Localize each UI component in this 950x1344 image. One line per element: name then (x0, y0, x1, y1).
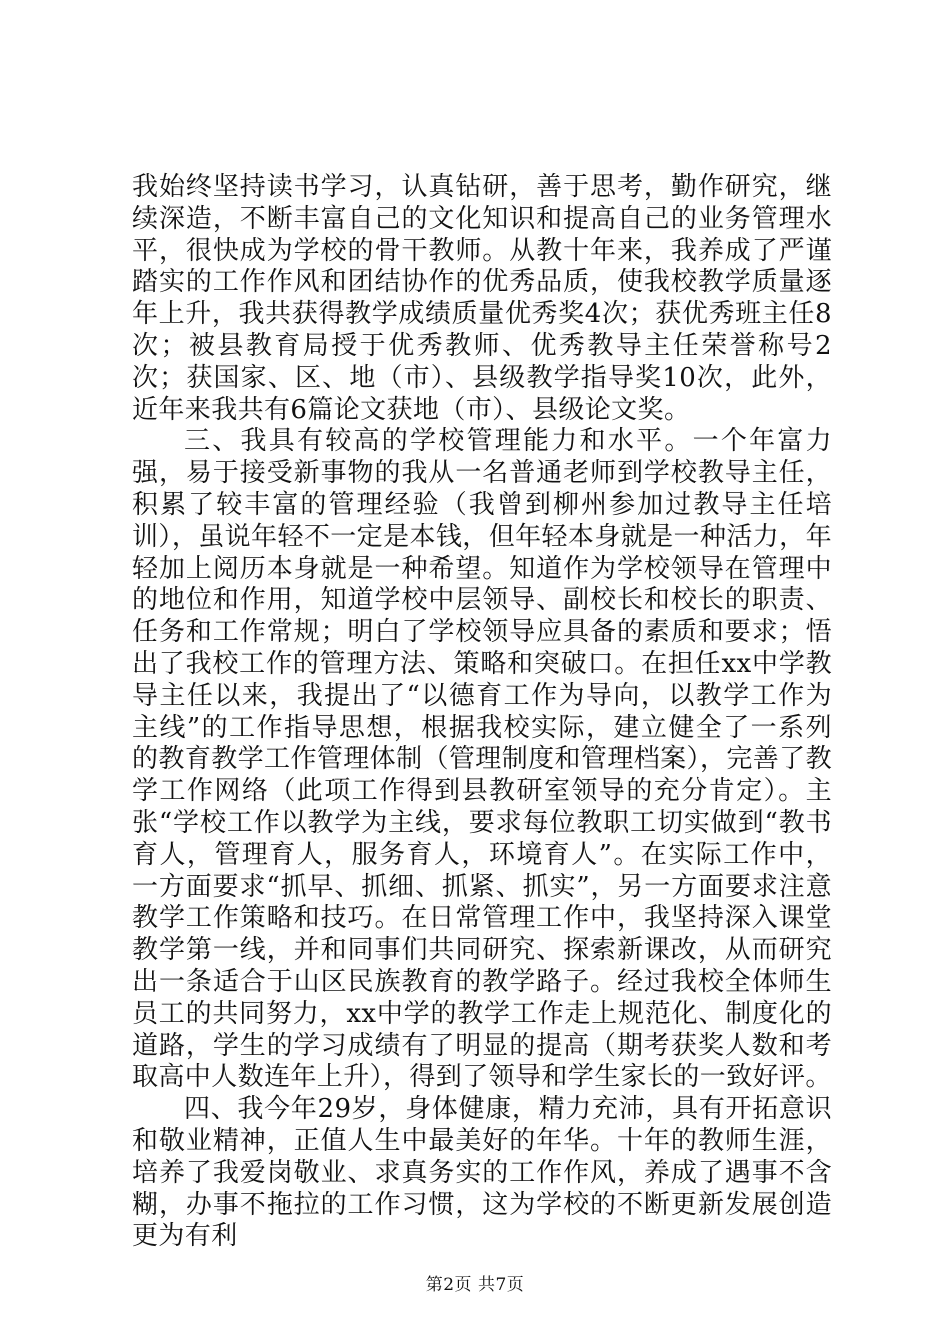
paragraph-section-three: 三、我具有较高的学校管理能力和水平。一个年富力强，易于接受新事物的我从一名普通老师到学校教导主任，积累了较丰富的管理经验（我曾到柳州参加过教导主任培训），虽说年轻不一定是本钱，但年轻本身就是一种活力，年轻加上阅历本身就是一种希望。知道作为学校领导在管理中的地位和作用，知道学校中层领导、副校长和校长的职责、任务和工作常规；明白了学校领导应具备的素质和要求；悟出了我校工作的管理方法、策略和突破口。在担任xx中学教导主任以来，我提出了“以德育工作为导向，以教学工作为主线”的工作指导思想，根据我校实际，建立健全了一系列的教育教学工作管理体制（管理制度和管理档案），完善了教学工作网络（此项工作得到县教研室领导的充分肯定）。主张“学校工作以教学为主线，要求每位教职工切实做到“教书育人，管理育人，服务育人，环境育人”。在实际工作中，一方面要求“抓早、抓细、抓紧、抓实”，另一方面要求注意教学工作策略和技巧。在日常管理工作中，我坚持深入课堂教学第一线，并和同事们共同研究、探索新课改，从而研究出一条适合于山区民族教育的教学路子。经过我校全体师生员工的共同努力，xx中学的教学工作走上规范化、制度化的道路，学生的学习成绩有了明显的提高（期考获奖人数和考取高中人数连年上升），得到了领导和学生家长的一致好评。 (132, 426, 832, 1093)
page-number-footer: 第2页 共7页 (425, 1275, 525, 1295)
paragraph-continuation: 我始终坚持读书学习，认真钻研，善于思考，勤作研究，继续深造，不断丰富自己的文化知识和提高自己的业务管理水平，很快成为学校的骨干教师。从教十年来，我养成了严谨踏实的工作作风和团结协作的优秀品质，使我校教学质量逐年上升，我共获得教学成绩质量优秀奖4次；获优秀班主任8次；被县教育局授于优秀教师、优秀教导主任荣誉称号2次；获国家、区、地（市）、县级教学指导奖10次，此外，近年来我共有6篇论文获地（市）、县级论文奖。 (132, 172, 832, 425)
paragraph-section-four: 四、我今年29岁，身体健康，精力充沛，具有开拓意识和敬业精神，正值人生中最美好的年华。十年的教师生涯，培养了我爱岗敬业、求真务实的工作作风，养成了遇事不含糊，办事不拖拉的工作习惯，这为学校的不断更新发展创造更为有利 (132, 1094, 832, 1252)
document-body (132, 172, 832, 1253)
